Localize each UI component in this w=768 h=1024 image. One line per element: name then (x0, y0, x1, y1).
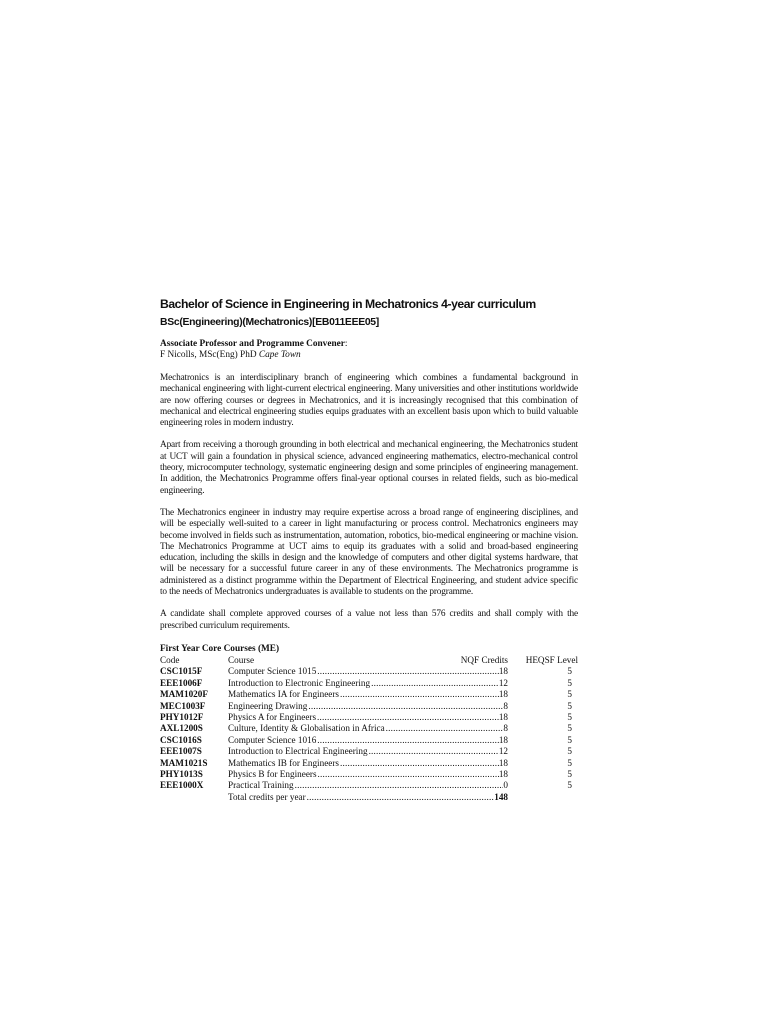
course-level: 5 (567, 723, 572, 734)
table-header-row (160, 655, 578, 666)
total-credits: 148 (494, 791, 508, 802)
course-leader (228, 769, 508, 780)
course-cell (228, 780, 508, 791)
course-cell (228, 701, 508, 712)
total-label: Total credits per year (228, 791, 306, 802)
course-cell (228, 735, 508, 746)
course-level: 5 (567, 734, 572, 745)
table-row (160, 758, 578, 769)
table-row (160, 723, 578, 734)
paragraph-industry: The Mechatronics engineer in industry may require expertise across a broad range of engineering disciplines, and will be especially well-suited to a career in light manufacturing or process control. Mechatronics engineers may become involved in fields such as instrumentation, automation, robotics, bio-medical engineering or machine vision. The Mechatronics Programme at UCT aims to equip its graduates with a solid and broad-based engineering education, including the skills in design and the knowledge of computers and other digital systems hardware, that will be necessary for a successful future career in any of these environments. The Mechatronics programme is administered as a distinct programme within the Department of Electrical Engineering, and student advice specific to the needs of Mechatronics undergraduates is available to students on the programme. (160, 507, 578, 598)
document-title: Bachelor of Science in Engineering in Mechatronics 4-year curriculum (160, 297, 536, 311)
total-code-empty (160, 792, 228, 803)
dot-leader (317, 735, 499, 746)
course-cell (228, 723, 508, 734)
course-credits: 0 (503, 780, 508, 791)
first-year-course-table (160, 655, 578, 803)
course-cell (228, 689, 508, 700)
course-credits: 18 (498, 757, 508, 768)
course-code: EEE1006F (160, 677, 203, 688)
course-code: CSC1016S (160, 734, 202, 745)
convener-heading (160, 339, 578, 350)
course-credits: 12 (498, 677, 508, 688)
course-credits: 18 (498, 689, 508, 700)
course-cell (228, 666, 508, 677)
table-row (160, 746, 578, 757)
table-row (160, 712, 578, 723)
dot-leader (317, 666, 499, 677)
dot-leader (317, 712, 499, 723)
column-header-course: Course (228, 654, 255, 665)
dot-leader (318, 769, 499, 780)
column-header-code: Code (160, 654, 180, 665)
course-credits: 18 (498, 734, 508, 745)
course-leader (228, 758, 508, 769)
table-row (160, 780, 578, 791)
course-level: 5 (567, 700, 572, 711)
dot-leader (340, 689, 499, 700)
dot-leader (386, 723, 504, 734)
paragraph-intro: Mechatronics is an interdisciplinary branch of engineering which combines a fundamental background in mechanical engineering with light-current electrical engineering. Many universities and other institutions worldwide are now offering courses or degrees in Mechatronics, and it is increasingly recognised that this combination of mechanical and electrical engineering studies equips graduates with an excellent basis upon which to build valuable engineering roles in modern industry. (160, 373, 578, 429)
course-leader (228, 746, 508, 757)
course-code: PHY1012F (160, 711, 204, 722)
convener-label: Associate Professor and Programme Convener (160, 339, 345, 349)
table-total-row (160, 792, 578, 803)
total-level-empty (508, 792, 578, 803)
course-code: MAM1020F (160, 689, 208, 700)
course-name: Mathematics IA for Engineers (228, 689, 339, 700)
table-row (160, 689, 578, 700)
table-row (160, 735, 578, 746)
total-leader (228, 792, 508, 803)
column-header-course-group (228, 655, 508, 666)
course-credits: 12 (498, 746, 508, 757)
course-level: 5 (567, 746, 572, 757)
course-name: Physics A for Engineers (228, 711, 317, 722)
dot-leader (371, 678, 499, 689)
course-cell (228, 758, 508, 769)
course-name: Computer Science 1015 (228, 666, 317, 677)
course-level: 5 (567, 711, 572, 722)
table-row (160, 769, 578, 780)
course-credits: 8 (503, 723, 508, 734)
course-leader (228, 701, 508, 712)
course-code: PHY1013S (160, 769, 203, 779)
course-cell (228, 678, 508, 689)
course-level: 5 (567, 757, 572, 768)
column-header-credits: NQF Credits (460, 654, 508, 665)
dot-leader (340, 758, 499, 769)
paragraph-grounding: Apart from receiving a thorough grounding in both electrical and mechanical engineering, the Mechatronics student at UCT will gain a foundation in physical science, advanced engineering mathematics, electro-mechanical control theory, microcomputer technology, systematic engineering design and some principles of engineering management. In addition, the Mechatronics Programme offers final-year optional courses in related fields, such as bio-medical engineering. (160, 440, 578, 496)
course-level: 5 (567, 769, 572, 779)
course-code: CSC1015F (160, 666, 203, 677)
document-subtitle: BSc(Engineering)(Mechatronics)[EB011EEE05] (160, 317, 379, 328)
convener-colon: : (344, 339, 348, 349)
course-credits: 18 (498, 769, 508, 779)
course-level: 5 (567, 677, 572, 688)
table-row (160, 701, 578, 712)
course-name: Introduction to Electronic Engineering (228, 677, 371, 688)
course-name: Engineering Drawing (228, 700, 308, 711)
course-level: 5 (567, 689, 572, 700)
course-name: Computer Science 1016 (228, 734, 317, 745)
course-code: AXL1200S (160, 723, 203, 734)
first-year-heading: First Year Core Courses (ME) (160, 643, 280, 654)
convener-name: F Nicolls, MSc(Eng) PhD (160, 350, 257, 360)
course-cell (228, 769, 508, 780)
document-content (160, 297, 578, 803)
course-cell (228, 712, 508, 723)
table-row (160, 678, 578, 689)
total-cell (228, 792, 508, 803)
course-code: MEC1003F (160, 700, 206, 711)
column-header-level: HEQSF Level (525, 654, 578, 665)
course-leader (228, 712, 508, 723)
paragraph-requirements: A candidate shall complete approved courses of a value not less than 576 credits and shall comply with the prescribed curriculum requirements. (160, 609, 578, 631)
course-level: 5 (567, 780, 572, 791)
course-leader (228, 689, 508, 700)
course-level: 5 (567, 666, 572, 677)
course-leader (228, 723, 508, 734)
course-credits: 18 (498, 711, 508, 722)
dot-leader (295, 780, 504, 791)
course-credits: 8 (503, 700, 508, 711)
course-leader (228, 735, 508, 746)
convener-city: Cape Town (258, 350, 301, 360)
course-name: Physics B for Engineers (228, 769, 317, 779)
course-leader (228, 666, 508, 677)
convener-details (160, 350, 578, 361)
course-leader (228, 780, 508, 791)
course-leader (228, 678, 508, 689)
table-row (160, 666, 578, 677)
course-code: EEE1000X (160, 780, 204, 791)
course-name: Mathematics IB for Engineers (228, 757, 339, 768)
dot-leader (307, 792, 495, 803)
column-header-course-wrap (228, 655, 508, 666)
course-name: Culture, Identity & Globalisation in Africa (228, 723, 385, 734)
course-code: MAM1021S (160, 757, 208, 768)
dot-leader (369, 746, 499, 757)
course-name: Practical Training (228, 780, 294, 791)
convener-block (160, 339, 578, 361)
course-name: Introduction to Electrical Engineering (228, 746, 368, 757)
course-cell (228, 746, 508, 757)
course-code: EEE1007S (160, 746, 202, 757)
dot-leader (308, 701, 503, 712)
course-credits: 18 (498, 666, 508, 677)
